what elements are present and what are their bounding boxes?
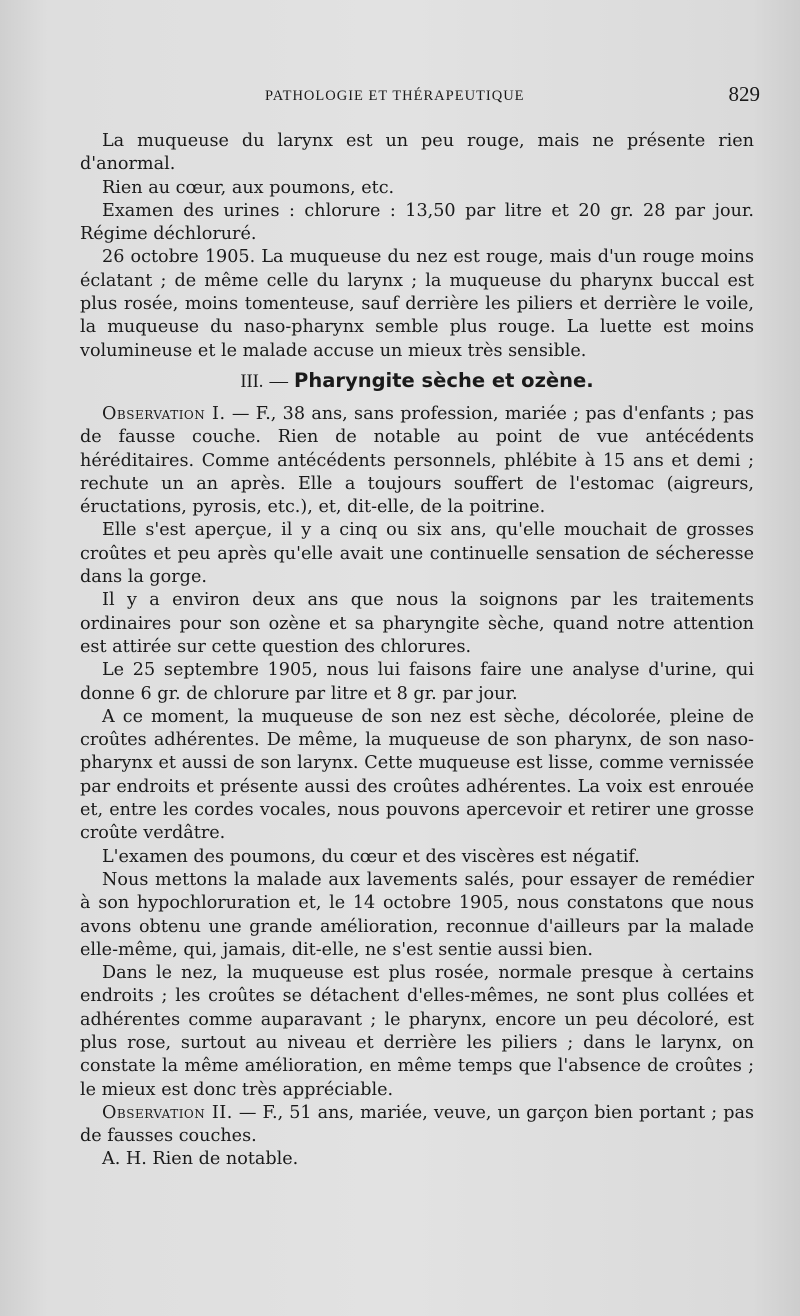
page-number: 829 <box>728 82 760 106</box>
observation-paragraph <box>80 1102 754 1149</box>
paragraph: Le 25 septembre 1905, nous lui faisons faire une analyse d'urine, qui donne 6 gr. de chlorure par litre et 8 gr. par jour. <box>80 660 754 704</box>
paragraph: Dans le nez, la muqueuse est plus rosée, normale presque à certains endroits ; les croûtes se détachent d'elles-mêmes, ne sont plus collées et adhérentes comme auparavant ; le pharynx, encore un peu décoloré, est plus rose, surtout au niveau et derrière les piliers ; dans le larynx, on constate la même amélioration, en même temps que l'absence de croûtes ; le mieux est donc très appréciable. <box>80 963 754 1100</box>
section-number: III. <box>240 371 264 392</box>
paragraph: 26 octobre 1905. La muqueuse du nez est rouge, mais d'un rouge moins éclatant ; de même celle du larynx ; la muqueuse du pharynx buccal est plus rosée, moins tomenteuse, sauf derrière les piliers et derrière le voile, la muqueuse du naso-pharynx semble plus rouge. La luette est moins volumineuse et le malade accuse un mieux très sensible. <box>80 247 754 361</box>
observation-label: Observation II. <box>102 1102 233 1123</box>
paragraph: L'examen des poumons, du cœur et des viscères est négatif. <box>102 846 640 867</box>
body-text <box>80 130 754 1172</box>
paragraph: Rien au cœur, aux poumons, etc. <box>102 177 395 198</box>
paragraph: Examen des urines : chlorure : 13,50 par litre et 20 gr. 28 par jour. Régime déchloruré. <box>80 200 754 245</box>
observation-text: — F., 51 ans, mariée, veuve, un garçon bien portant ; pas de fausses couches. <box>80 1102 754 1147</box>
section-title: Pharyngite sèche et ozène. <box>294 368 594 392</box>
paragraph: A ce moment, la muqueuse de son nez est sèche, décolorée, pleine de croûtes adhérentes. De même, la muqueuse de son pharynx, de son naso-pharynx et aussi de son larynx. Cette muqueuse est lisse, comme vernissée par endroits et présente aussi des croûtes adhérentes. La voix est enrouée et, entre les cordes vocales, nous pouvons apercevoir et retirer une grosse croûte verdâtre. <box>80 706 754 844</box>
paragraph: Elle s'est aperçue, il y a cinq ou six ans, qu'elle mouchait de grosses croûtes et peu après qu'elle avait une continuelle sensation de sécheresse dans la gorge. <box>80 520 754 588</box>
paragraph: Il y a environ deux ans que nous la soignons par les traitements ordinaires pour son ozène et sa pharyngite sèche, quand notre attention est attirée sur cette question des chlorures. <box>80 590 754 657</box>
paragraph: La muqueuse du larynx est un peu rouge, mais ne présente rien d'anormal. <box>80 131 754 175</box>
running-title: PATHOLOGIE ET THÉRAPEUTIQUE <box>265 88 525 104</box>
observation-label: Observation I. <box>102 403 226 424</box>
paragraph: Nous mettons la malade aux lavements salés, pour essayer de remédier à son hypochloruration et, le 14 octobre 1905, nous constatons que nous avons obtenu une grande amélioration, reconnue d'ailleurs par la malade elle-même, qui, jamais, dit-elle, ne s'est sentie aussi bien. <box>80 869 754 960</box>
section-dash: — <box>269 371 288 392</box>
paragraph: A. H. Rien de notable. <box>102 1149 299 1170</box>
section-heading <box>80 369 754 394</box>
observation-paragraph <box>80 403 754 519</box>
running-head <box>80 82 760 112</box>
observation-text: — F., 38 ans, sans profession, mariée ; pas d'enfants ; pas de fausse couche. Rien de notable au point de vue antécédents héréditaires. Comme antécédents personnels, phlébite à 15 ans et demi ; rechute un an après. Elle a toujours souffert de l'estomac (aigreurs, éructations, pyrosis, etc.), et, dit-elle, de la poitrine. <box>80 403 754 518</box>
